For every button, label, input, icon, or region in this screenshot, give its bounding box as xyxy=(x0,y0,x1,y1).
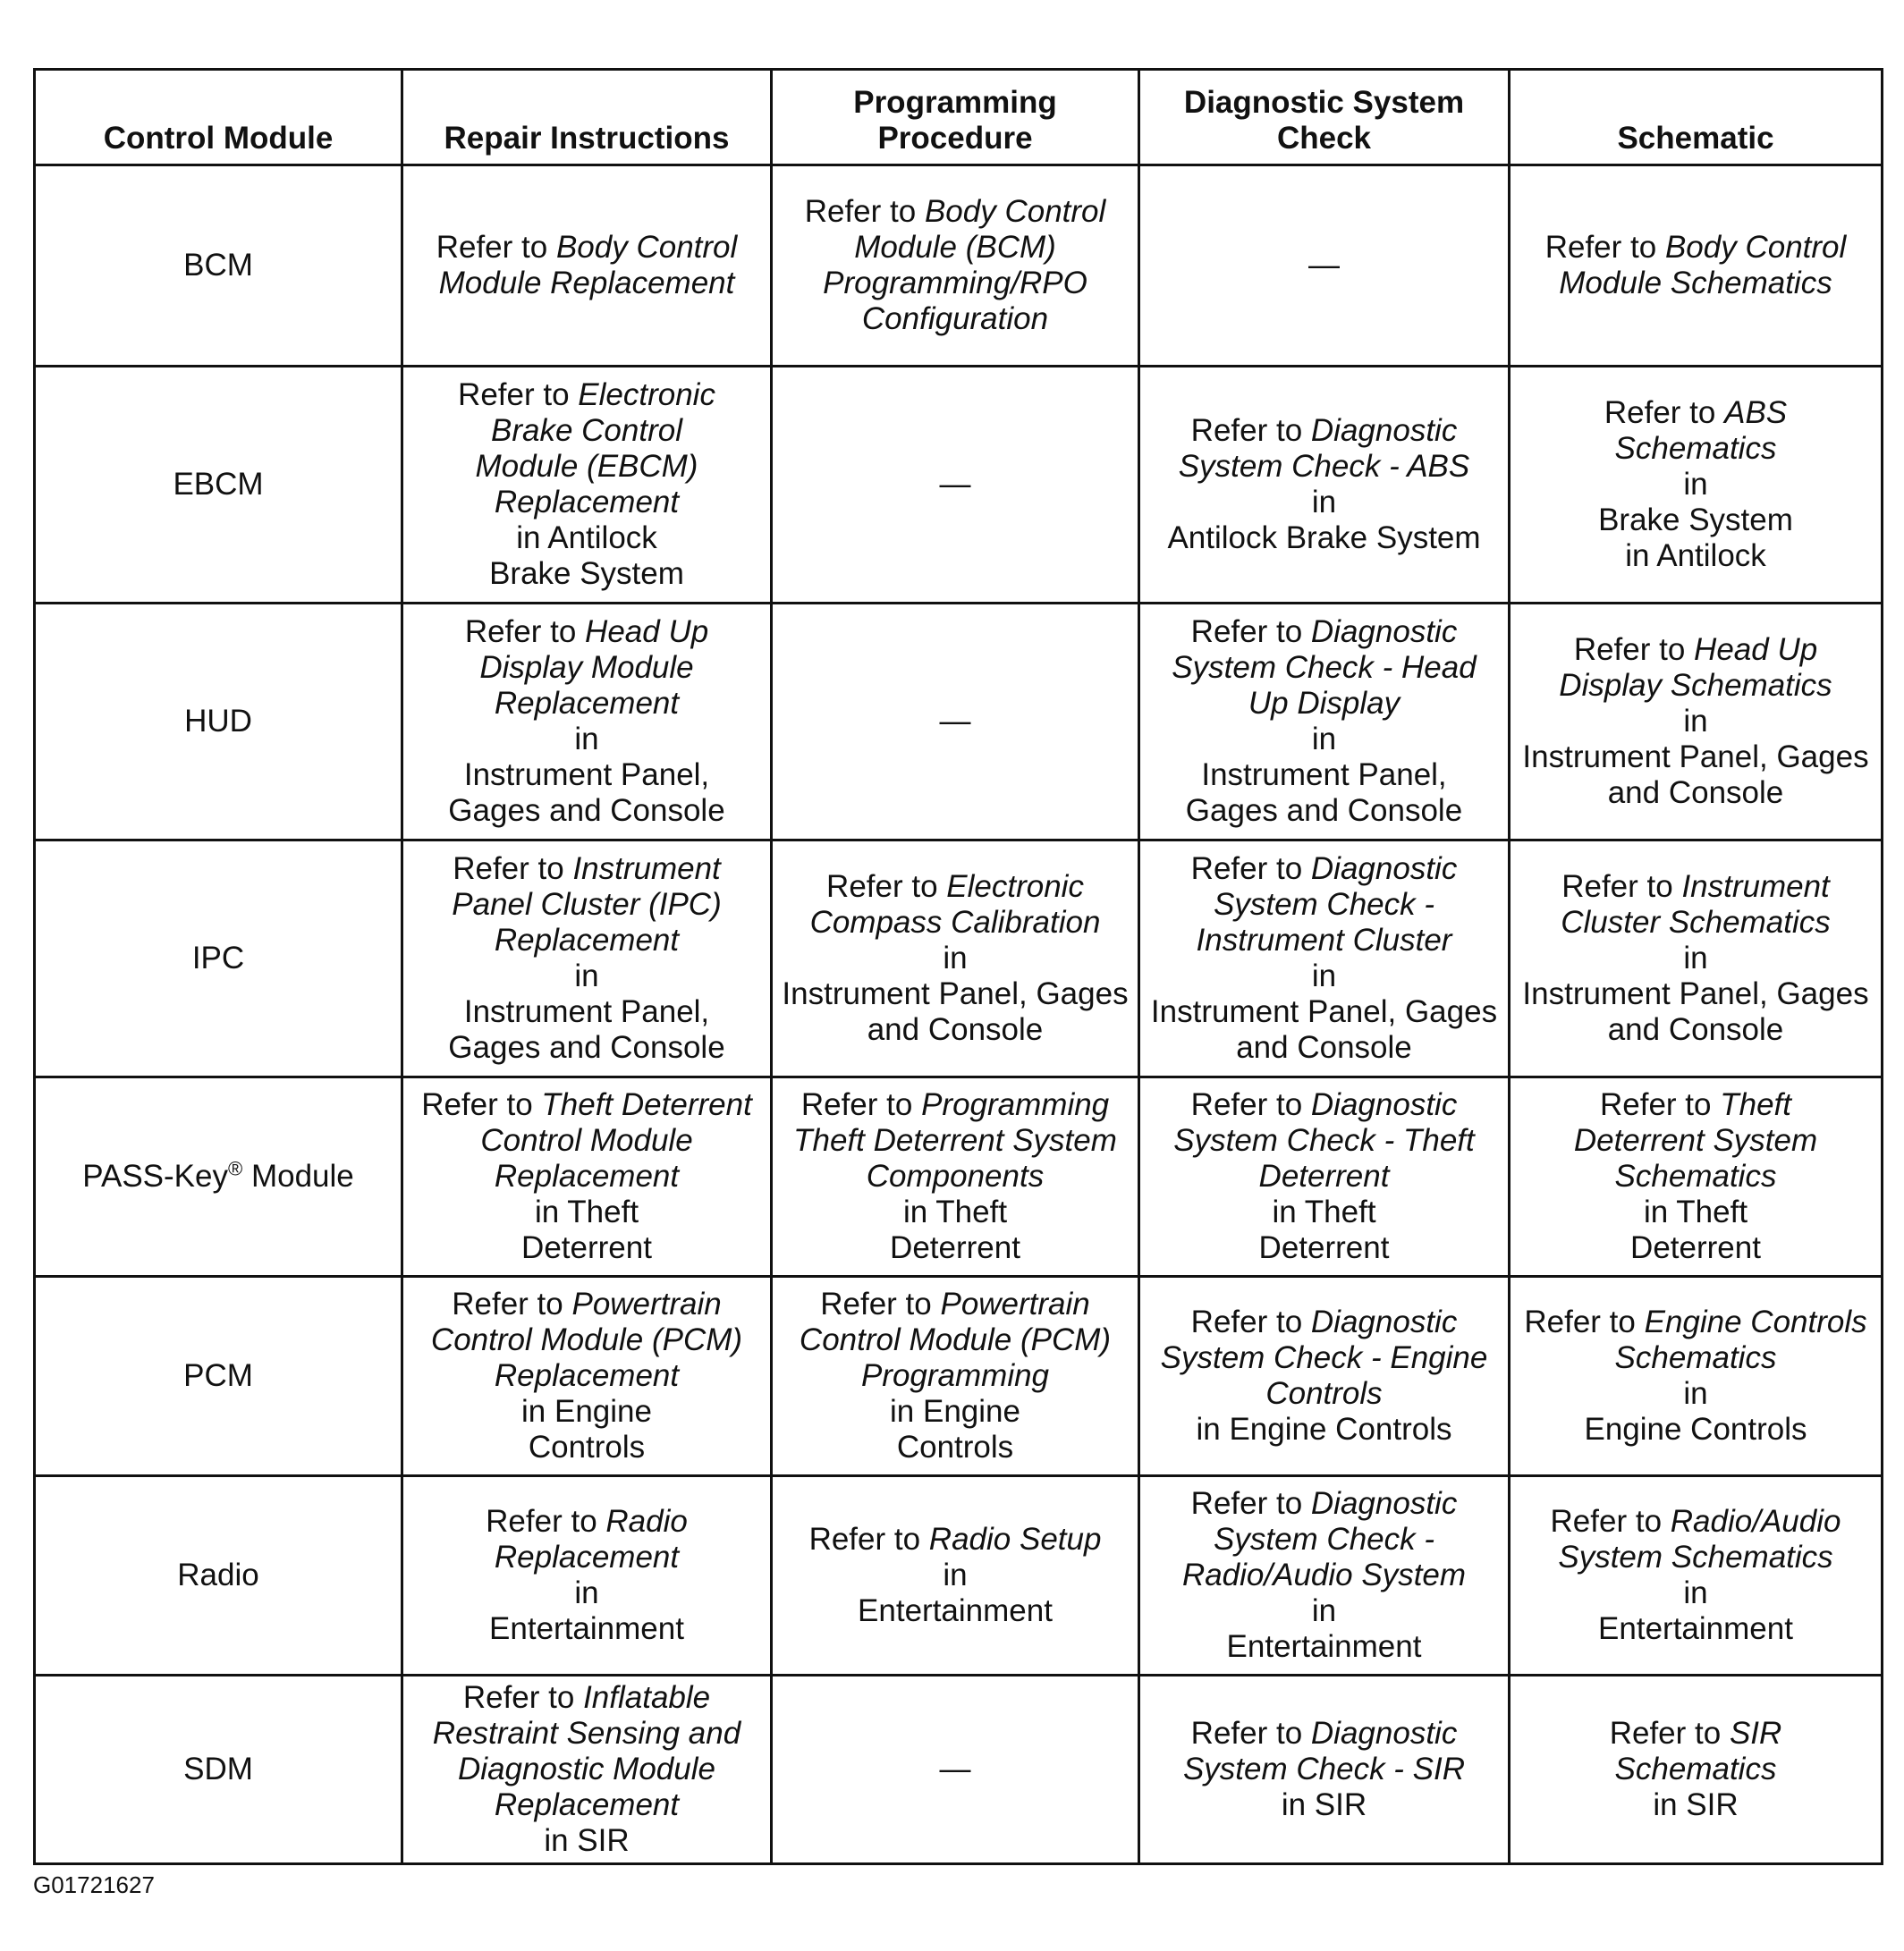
refer-to-label: Refer to xyxy=(1550,1504,1663,1539)
diagnostic-reference: Diagnostic System Check - Instrument Cluster xyxy=(1196,851,1458,958)
control-module-table xyxy=(33,68,1883,1865)
programming-location-2: Controls xyxy=(896,1430,1014,1465)
schematic-reference: Body Control Module Schematics xyxy=(1559,230,1847,300)
diagnostic-check-cell xyxy=(1139,1077,1510,1277)
module-name: Radio xyxy=(35,1476,402,1676)
diagnostic-location: in Engine Controls xyxy=(1196,1412,1452,1447)
refer-to-label: Refer to xyxy=(464,614,577,649)
programming-reference: Body Control Module (BCM) Programming/RPO Configuration xyxy=(823,194,1106,336)
schematic-in: in xyxy=(1683,1376,1708,1411)
repair-reference: Powertrain Control Module (PCM) Replacement xyxy=(430,1287,743,1393)
repair-reference: Instrument Panel Cluster (IPC) Replacement xyxy=(452,851,722,958)
module-name-text: PASS-Key xyxy=(82,1159,228,1194)
programming-procedure-cell xyxy=(772,1476,1139,1676)
programming-procedure-cell: — xyxy=(772,367,1139,604)
module-name xyxy=(35,1077,402,1277)
schematic-cell xyxy=(1510,1676,1883,1864)
refer-to-label: Refer to xyxy=(1190,1087,1303,1122)
refer-to-label: Refer to xyxy=(826,869,938,904)
refer-to-label: Refer to xyxy=(1524,1305,1636,1339)
repair-location: in Engine xyxy=(521,1394,652,1429)
programming-location-2: Deterrent xyxy=(890,1230,1020,1265)
schematic-cell xyxy=(1510,1277,1883,1476)
diagnostic-reference: Diagnostic System Check - Theft Deterrent xyxy=(1173,1087,1475,1194)
schematic-in: in xyxy=(1683,704,1708,739)
module-name: BCM xyxy=(35,165,402,367)
refer-to-label: Refer to xyxy=(1609,1716,1722,1751)
table-row-bcm xyxy=(35,165,1883,367)
header-schematic: Schematic xyxy=(1510,70,1883,165)
schematic-location: Instrument Panel, Gages and Console xyxy=(1522,739,1869,810)
refer-to-label: Refer to xyxy=(452,1287,563,1322)
programming-location: Instrument Panel, Gages and Console xyxy=(782,976,1129,1047)
table-row-sdm xyxy=(35,1676,1883,1864)
programming-procedure-cell xyxy=(772,1277,1139,1476)
schematic-cell xyxy=(1510,604,1883,840)
repair-instructions-cell xyxy=(402,840,772,1077)
schematic-in: in xyxy=(1683,1575,1708,1610)
repair-reference: Body Control Module Replacement xyxy=(438,230,738,300)
header-row xyxy=(35,70,1883,165)
programming-reference: Electronic Compass Calibration xyxy=(809,869,1101,940)
module-name: IPC xyxy=(35,840,402,1077)
repair-instructions-cell xyxy=(402,165,772,367)
module-name: HUD xyxy=(35,604,402,840)
schematic-cell xyxy=(1510,1077,1883,1277)
diagnostic-reference: Diagnostic System Check - ABS xyxy=(1178,413,1470,484)
repair-reference: Inflatable Restraint Sensing and Diagnostic Module Replacement xyxy=(432,1680,741,1822)
diagnostic-location: Entertainment xyxy=(1226,1629,1422,1664)
diagnostic-in: in xyxy=(1311,485,1337,519)
header-control-module: Control Module xyxy=(35,70,402,165)
diagnostic-location-2: Deterrent xyxy=(1258,1230,1390,1265)
diagnostic-check-cell xyxy=(1139,1476,1510,1676)
refer-to-label: Refer to xyxy=(421,1087,533,1122)
refer-to-label: Refer to xyxy=(458,377,570,412)
refer-to-label: Refer to xyxy=(486,1504,597,1539)
repair-location: in Antilock Brake System xyxy=(489,520,684,591)
repair-in: in xyxy=(574,959,599,993)
repair-location-2: Controls xyxy=(528,1430,646,1465)
refer-to-label: Refer to xyxy=(804,194,917,229)
header-diagnostic-system-check: Diagnostic System Check xyxy=(1139,70,1510,165)
refer-to-label: Refer to xyxy=(1190,1305,1303,1339)
header-repair-instructions: Repair Instructions xyxy=(402,70,772,165)
schematic-reference: Engine Controls Schematics xyxy=(1614,1305,1867,1375)
refer-to-label: Refer to xyxy=(1600,1087,1712,1122)
repair-instructions-cell xyxy=(402,367,772,604)
diagnostic-check-cell: — xyxy=(1139,165,1510,367)
table-row-hud xyxy=(35,604,1883,840)
module-name-suffix: Module xyxy=(250,1159,354,1194)
programming-procedure-cell: — xyxy=(772,1676,1139,1864)
schematic-reference: ABS Schematics xyxy=(1614,395,1788,466)
schematic-in: in xyxy=(1683,941,1708,976)
schematic-location-2: in Antilock xyxy=(1625,538,1766,573)
repair-reference: Head Up Display Module Replacement xyxy=(479,614,709,721)
repair-in: in xyxy=(574,722,599,756)
repair-location: Instrument Panel, Gages and Console xyxy=(448,994,725,1065)
module-name: EBCM xyxy=(35,367,402,604)
registered-mark: ® xyxy=(228,1157,243,1180)
figure-id: G01721627 xyxy=(33,1871,155,1898)
refer-to-label: Refer to xyxy=(808,1522,921,1557)
diagnostic-reference: Diagnostic System Check - Radio/Audio System xyxy=(1181,1486,1467,1592)
schematic-cell xyxy=(1510,367,1883,604)
diagnostic-location: in Theft xyxy=(1272,1195,1376,1229)
refer-to-label: Refer to xyxy=(453,851,564,886)
schematic-location: in SIR xyxy=(1653,1787,1739,1822)
refer-to-label: Refer to xyxy=(1190,614,1303,649)
repair-instructions-cell xyxy=(402,604,772,840)
repair-instructions-cell xyxy=(402,1077,772,1277)
repair-instructions-cell xyxy=(402,1277,772,1476)
programming-procedure-cell: — xyxy=(772,604,1139,840)
refer-to-label: Refer to xyxy=(436,230,548,265)
diagnostic-check-cell xyxy=(1139,1676,1510,1864)
diagnostic-in: in xyxy=(1311,1593,1337,1628)
programming-procedure-cell xyxy=(772,1077,1139,1277)
table-row-pcm xyxy=(35,1277,1883,1476)
schematic-reference: Instrument Cluster Schematics xyxy=(1561,869,1831,940)
repair-reference: Theft Deterrent Control Module Replacement xyxy=(480,1087,752,1194)
schematic-location: in Theft xyxy=(1643,1195,1748,1229)
programming-location: Entertainment xyxy=(858,1593,1053,1628)
header-programming-procedure: Programming Procedure xyxy=(772,70,1139,165)
schematic-cell xyxy=(1510,840,1883,1077)
repair-location: in SIR xyxy=(544,1823,630,1858)
repair-instructions-cell xyxy=(402,1676,772,1864)
repair-location-2: Deterrent xyxy=(521,1230,652,1265)
diagnostic-check-cell xyxy=(1139,367,1510,604)
schematic-reference: Head Up Display Schematics xyxy=(1559,632,1832,703)
refer-to-label: Refer to xyxy=(800,1087,913,1122)
diagnostic-reference: Diagnostic System Check - Engine Controls xyxy=(1160,1305,1488,1411)
schematic-location: Instrument Panel, Gages and Console xyxy=(1522,976,1869,1047)
repair-reference: Radio Replacement xyxy=(494,1504,688,1575)
table-row-ipc xyxy=(35,840,1883,1077)
diagnostic-check-cell xyxy=(1139,604,1510,840)
repair-location: Instrument Panel, Gages and Console xyxy=(448,757,725,828)
diagnostic-check-cell xyxy=(1139,840,1510,1077)
diagnostic-location: Instrument Panel, Gages and Console xyxy=(1150,994,1498,1065)
repair-reference: Electronic Brake Control Module (EBCM) Replacement xyxy=(475,377,715,519)
refer-to-label: Refer to xyxy=(1573,632,1686,667)
repair-location: in Theft xyxy=(534,1195,639,1229)
table-row-radio xyxy=(35,1476,1883,1676)
diagnostic-location: in SIR xyxy=(1281,1787,1367,1822)
programming-reference: Programming Theft Deterrent System Components xyxy=(793,1087,1117,1194)
programming-reference: Radio Setup xyxy=(928,1522,1102,1557)
diagnostic-in: in xyxy=(1311,959,1337,993)
schematic-reference: Theft Deterrent System Schematics xyxy=(1573,1087,1818,1194)
repair-instructions-cell xyxy=(402,1476,772,1676)
schematic-in: in xyxy=(1683,467,1708,502)
refer-to-label: Refer to xyxy=(1190,1716,1303,1751)
diagnostic-reference: Diagnostic System Check - SIR xyxy=(1182,1716,1466,1786)
diagnostic-location: Instrument Panel, Gages and Console xyxy=(1185,757,1463,828)
refer-to-label: Refer to xyxy=(1561,869,1673,904)
programming-in: in xyxy=(943,941,968,976)
programming-procedure-cell xyxy=(772,165,1139,367)
table-row-ebcm xyxy=(35,367,1883,604)
repair-in: in xyxy=(574,1575,599,1610)
refer-to-label: Refer to xyxy=(462,1680,575,1715)
programming-procedure-cell xyxy=(772,840,1139,1077)
table-row-pass-key xyxy=(35,1077,1883,1277)
schematic-location-2: Deterrent xyxy=(1630,1230,1761,1265)
schematic-location: Brake System xyxy=(1598,503,1793,537)
schematic-reference: SIR Schematics xyxy=(1614,1716,1782,1786)
programming-in: in xyxy=(943,1558,968,1592)
module-name: SDM xyxy=(35,1676,402,1864)
refer-to-label: Refer to xyxy=(1544,230,1657,265)
programming-location: in Engine xyxy=(890,1394,1020,1429)
refer-to-label: Refer to xyxy=(820,1287,932,1322)
programming-location: in Theft xyxy=(902,1195,1008,1229)
programming-reference: Powertrain Control Module (PCM) Programming xyxy=(799,1287,1112,1393)
schematic-cell xyxy=(1510,1476,1883,1676)
schematic-location: Entertainment xyxy=(1598,1611,1793,1646)
schematic-location: Engine Controls xyxy=(1584,1412,1807,1447)
diagnostic-reference: Diagnostic System Check - Head Up Display xyxy=(1172,614,1477,721)
refer-to-label: Refer to xyxy=(1190,413,1303,448)
diagnostic-check-cell xyxy=(1139,1277,1510,1476)
module-name: PCM xyxy=(35,1277,402,1476)
schematic-reference: Radio/Audio System Schematics xyxy=(1558,1504,1841,1575)
refer-to-label: Refer to xyxy=(1604,395,1716,430)
refer-to-label: Refer to xyxy=(1190,851,1303,886)
diagnostic-location: Antilock Brake System xyxy=(1167,520,1481,555)
schematic-cell xyxy=(1510,165,1883,367)
diagnostic-in: in xyxy=(1311,722,1337,756)
refer-to-label: Refer to xyxy=(1190,1486,1303,1521)
repair-location: Entertainment xyxy=(489,1611,684,1646)
